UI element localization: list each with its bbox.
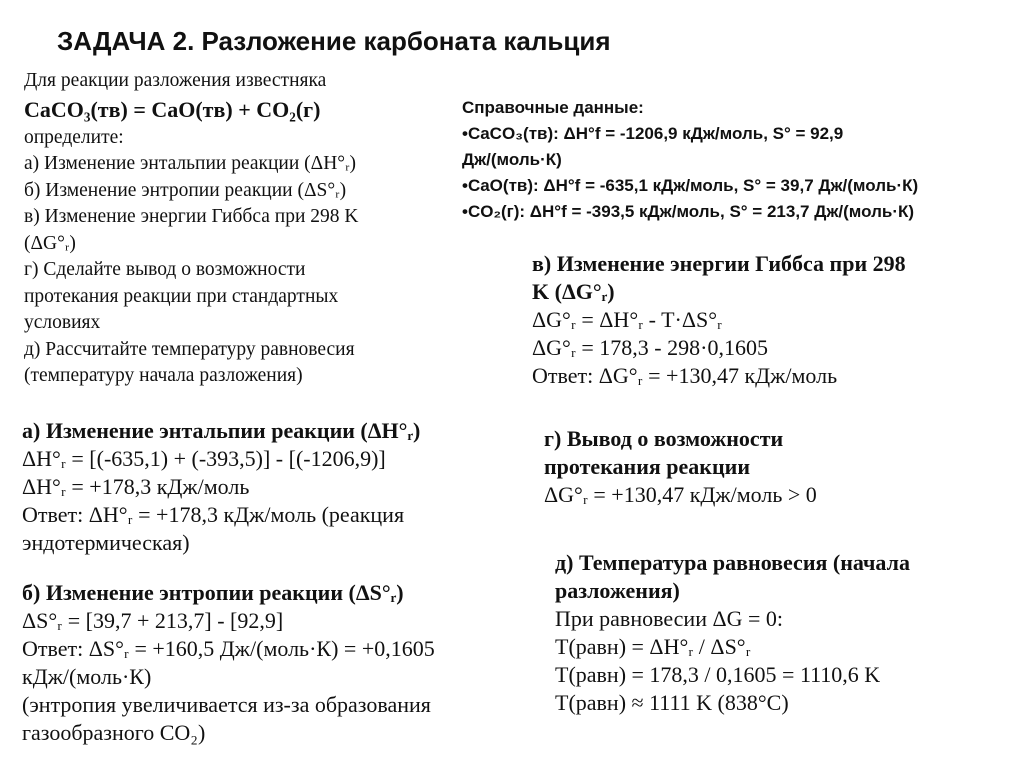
intro-line: а) Изменение энтальпии реакции (ΔH°ᵣ) (24, 153, 357, 174)
solution-line: T(равн) = ΔH°ᵣ / ΔS°ᵣ (555, 634, 751, 659)
reference-line: •CaCO₃(тв): ΔH°f = -1206,9 кДж/моль, S° = 92,9 (462, 124, 844, 143)
intro-line: д) Рассчитайте температуру равновесия (24, 338, 355, 360)
section-entropy (22, 579, 435, 747)
reference-heading: Справочные данные: (462, 98, 644, 117)
reference-line: •CO₂(г): ΔH°f = -393,5 кДж/моль, S° = 213,7 Дж/(моль·К) (462, 202, 915, 221)
section-title: протекания реакции (544, 454, 750, 479)
solution-line: газообразного CO₂) (22, 720, 206, 745)
reaction-equation: CaCO₃(тв) = CaO(тв) + CO₂(г) (24, 96, 321, 122)
solution-line: T(равн) = 178,3 / 0,1605 = 1110,6 K (555, 662, 881, 687)
solution-line: Ответ: ΔH°ᵣ = +178,3 кДж/моль (реакция (22, 502, 405, 527)
intro-line: г) Сделайте вывод о возможности (24, 259, 306, 280)
task-statement (24, 68, 358, 390)
solution-line: ΔH°ᵣ = [(-635,1) + (-393,5)] - [(-1206,9)] (22, 446, 386, 471)
solution-line: кДж/(моль·К) (22, 664, 152, 689)
solution-line: ΔH°ᵣ = +178,3 кДж/моль (22, 474, 250, 499)
intro-line: (температуру начала разложения) (24, 365, 303, 386)
section-enthalpy (22, 417, 420, 557)
section-title: в) Изменение энергии Гиббса при 298 (532, 251, 906, 276)
solution-line: эндотермическая) (22, 530, 190, 555)
intro-line: (ΔG°ᵣ) (24, 232, 76, 254)
section-title: а) Изменение энтальпии реакции (ΔH°ᵣ) (22, 418, 421, 443)
reference-line: Дж/(моль·К) (462, 150, 562, 169)
section-title: д) Температура равновесия (начала (555, 550, 910, 575)
intro-line: протекания реакции при стандартных (24, 285, 339, 307)
page-title: ЗАДАЧА 2. Разложение карбоната кальция (57, 26, 611, 56)
solution-line: T(равн) ≈ 1111 K (838°C) (555, 690, 789, 715)
solution-line: ΔG°ᵣ = 178,3 - 298·0,1605 (532, 335, 768, 360)
intro-line: условиях (24, 312, 101, 333)
solution-line: ΔG°ᵣ = ΔH°ᵣ - T·ΔS°ᵣ (532, 307, 723, 332)
section-title: г) Вывод о возможности (544, 426, 784, 451)
intro-line: определите: (24, 126, 124, 148)
solution-line: При равновесии ΔG = 0: (555, 606, 784, 631)
solution-line: Ответ: ΔS°ᵣ = +160,5 Дж/(моль·К) = +0,1605 (22, 636, 435, 661)
solution-line: (энтропия увеличивается из-за образования (22, 692, 431, 717)
section-conclusion (544, 425, 817, 509)
section-title: б) Изменение энтропии реакции (ΔS°ᵣ) (22, 580, 404, 605)
section-gibbs-energy (532, 250, 906, 390)
reference-line: •CaO(тв): ΔH°f = -635,1 кДж/моль, S° = 39,7 Дж/(моль·К) (462, 176, 919, 195)
solution-line: ΔG°ᵣ = +130,47 кДж/моль > 0 (544, 482, 817, 507)
intro-line: Для реакции разложения известняка (24, 70, 327, 91)
section-title: разложения) (555, 578, 680, 603)
intro-line: б) Изменение энтропии реакции (ΔS°ᵣ) (24, 179, 347, 201)
solution-line: Ответ: ΔG°ᵣ = +130,47 кДж/моль (532, 363, 838, 388)
solution-line: ΔS°ᵣ = [39,7 + 213,7] - [92,9] (22, 608, 284, 633)
section-title: K (ΔG°ᵣ) (532, 279, 615, 304)
reference-data (462, 95, 918, 225)
section-equilibrium-temperature (555, 549, 910, 717)
intro-line: в) Изменение энергии Гиббса при 298 K (24, 206, 359, 227)
